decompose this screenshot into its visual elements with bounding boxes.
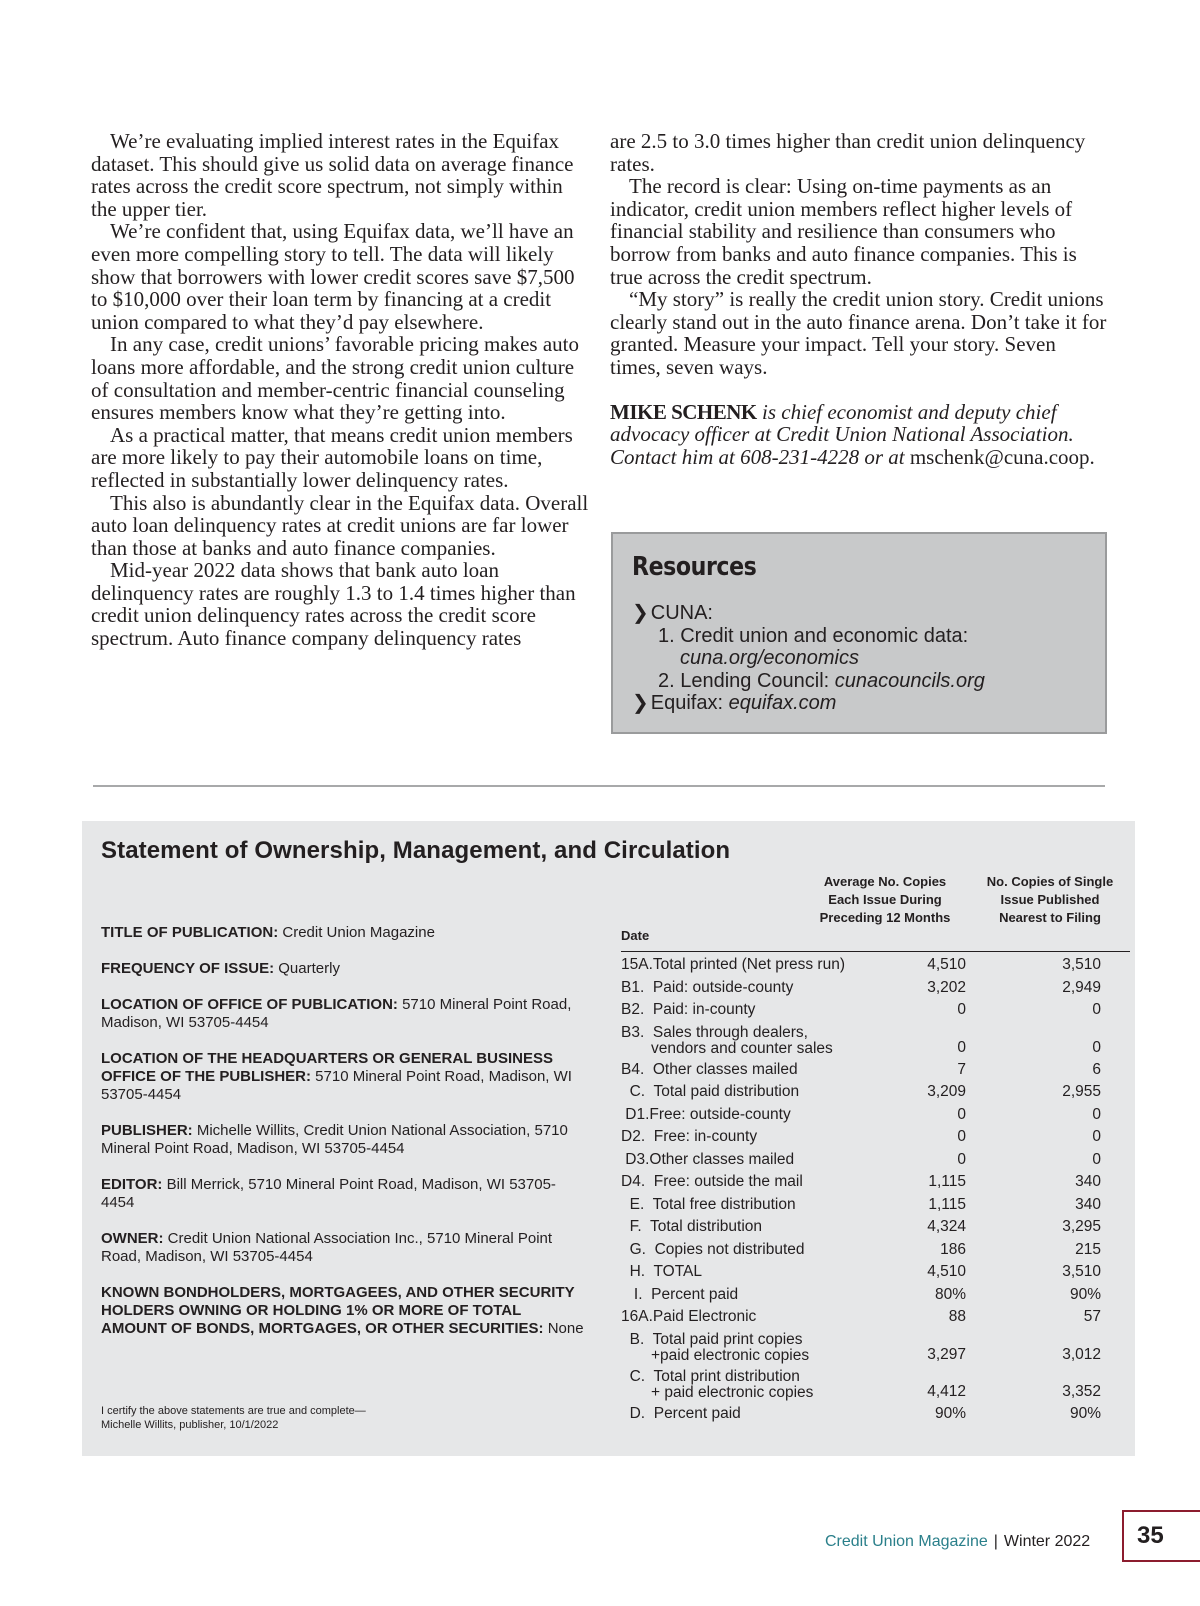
article-paragraph: We’re confident that, using Equifax data, we’ll have an even more compelling story to tell. The data will likely show that borrowers with lower credit scores save $7,500 to $10,000 over their loan term by financing at a credit union compared to what they’d pay elsewhere.: [91, 219, 575, 334]
row-label-line: E. Total free distribution: [621, 1195, 796, 1213]
row-label-line: D. Percent paid: [621, 1404, 741, 1422]
article-paragraph: In any case, credit unions’ favorable pricing makes auto loans more affordable, and the strong credit union culture of consultation and member-centric financial counseling ensures members know what they’re getting into.: [91, 332, 580, 425]
row-value-single-issue: 0: [1092, 1150, 1101, 1168]
row-label-line: B4. Other classes mailed: [621, 1060, 798, 1078]
row-label-line: C. Total print distribution: [621, 1367, 800, 1385]
row-label-line: H. TOTAL: [621, 1263, 702, 1280]
article-paragraph: We’re evaluating implied interest rates in the Equifax dataset. This should give us solid data on average finance rates across the credit score spectrum, not simply within the upper tier.: [91, 129, 574, 221]
row-value-single-issue: 340: [1075, 1195, 1101, 1213]
row-label: [621, 954, 845, 974]
row-value-average: 0: [957, 1105, 966, 1123]
table-row: [621, 954, 1136, 977]
table-row: [621, 1171, 1136, 1194]
header-line: No. Copies of Single: [986, 874, 1114, 889]
resource-item-1-label: 1. Credit union and economic data:: [658, 624, 969, 647]
article-paragraph: As a practical matter, that means credit union members are more likely to pay their automobile loans on time, reflected in substantially lower delinquency rates.: [91, 422, 573, 492]
field-label: LOCATION OF THE HEADQUARTERS OR GENERAL BUSINESS OFFICE OF THE PUBLISHER:: [101, 1050, 553, 1085]
row-label: [621, 1284, 738, 1304]
row-label: [621, 977, 793, 997]
row-value-average: 4,510: [927, 956, 966, 973]
row-value-single-issue: 0: [1092, 1001, 1101, 1018]
table-row: [621, 1403, 1136, 1426]
row-label-line: + paid electronic copies: [651, 1384, 814, 1401]
article-column-right: [610, 130, 1110, 468]
author-name: MIKE SCHENK: [610, 399, 757, 424]
field-label: OWNER:: [101, 1230, 164, 1247]
table-row: [621, 999, 1136, 1022]
table-row: [621, 1104, 1136, 1127]
resource-cuna: [632, 602, 1105, 625]
row-label: [621, 1171, 803, 1191]
row-label: [621, 999, 755, 1019]
row-label-line: B2. Paid: in-county: [621, 1001, 756, 1018]
table-row: [621, 1022, 1136, 1059]
row-value-average: 0: [957, 1039, 966, 1056]
resource-item-2-label: 2. Lending Council:: [658, 669, 830, 692]
resource-link-equifax[interactable]: equifax.com: [728, 692, 837, 714]
field-value: 5710 Mineral Point Road, Madison, WI 53705-4454: [101, 996, 572, 1031]
table-row: [621, 1366, 1136, 1403]
row-label: [621, 1059, 798, 1079]
header-line: Nearest to Filing: [999, 910, 1101, 925]
field-value: Credit Union Magazine: [282, 924, 435, 941]
row-label: [621, 1126, 757, 1146]
resource-link-councils[interactable]: cunacouncils.org: [834, 669, 985, 692]
date-label: Date: [621, 928, 650, 943]
row-label-line: B3. Sales through dealers,: [621, 1023, 808, 1041]
resource-item-1-link[interactable]: [632, 647, 1105, 670]
footer-issue: Winter 2022: [1003, 1533, 1091, 1550]
table-row: [621, 1306, 1136, 1329]
chevron-right-icon: ❯: [632, 602, 649, 624]
certify-line: Michelle Willits, publisher, 10/1/2022: [101, 1419, 279, 1431]
table-row: [621, 1059, 1136, 1082]
certify-line: I certify the above statements are true and complete—: [101, 1405, 366, 1417]
header-line: Average No. Copies: [823, 874, 947, 889]
row-value-single-issue: 0: [1092, 1105, 1101, 1123]
statement-title: Statement of Ownership, Management, and Circulation: [101, 837, 731, 864]
resource-cuna-label: CUNA:: [650, 602, 713, 624]
row-label: [621, 1081, 799, 1101]
field-value: None: [547, 1320, 584, 1337]
circulation-rows: [621, 954, 1136, 1425]
row-value-average: 0: [957, 1128, 966, 1145]
field-value: Quarterly: [278, 960, 340, 977]
row-value-single-issue: 3,012: [1062, 1346, 1101, 1363]
row-label-line: F. Total distribution: [621, 1218, 763, 1235]
field-label: EDITOR:: [101, 1176, 163, 1193]
row-value-single-issue: 3,295: [1062, 1218, 1101, 1235]
row-value-average: 1,115: [928, 1173, 966, 1190]
field-label: PUBLISHER:: [101, 1122, 193, 1139]
field-label: FREQUENCY OF ISSUE:: [101, 960, 275, 977]
author-bio-text: is chief economist and deputy chief advocacy officer at Credit Union National Association. Contact him at 608-231-4228 or at: [610, 399, 1074, 469]
table-row: [621, 1284, 1136, 1307]
row-label: [621, 1216, 762, 1236]
row-value-single-issue: 2,955: [1062, 1083, 1101, 1100]
header-line: Each Issue During: [828, 892, 942, 907]
row-value-single-issue: 340: [1075, 1173, 1101, 1190]
field-label: KNOWN BONDHOLDERS, MORTGAGEES, AND OTHER SECURITY HOLDERS OWNING OR HOLDING 1% OR MORE OF TOTAL AMOUNT OF BONDS, MORTGAGES, OR OTHER SECURITIES:: [101, 1284, 575, 1337]
row-value-average: 4,324: [927, 1218, 966, 1235]
article-column-left: [91, 130, 591, 650]
table-row: [621, 1239, 1136, 1262]
field-value: 5710 Mineral Point Road, Madison, WI 53705-4454: [101, 1068, 572, 1103]
article-paragraph: This also is abundantly clear in the Equifax data. Overall auto loan delinquency rates at credit unions are far lower than those at banks and auto finance companies.: [91, 490, 589, 560]
row-value-average: 0: [957, 1150, 966, 1168]
row-value-average: 80%: [934, 1285, 966, 1303]
resource-equifax-label: Equifax:: [650, 692, 724, 714]
page-footer: [825, 1533, 1090, 1551]
article-paragraph-continued: are 2.5 to 3.0 times higher than credit union delinquency rates.: [610, 129, 1086, 176]
row-value-single-issue: 3,352: [1062, 1383, 1101, 1400]
row-value-single-issue: 0: [1092, 1039, 1101, 1056]
row-label: [621, 1306, 756, 1326]
article-paragraph: The record is clear: Using on-time payments as an indicator, credit union members reflect higher levels of financial stability and resilience than consumers who borrow from banks and auto finance companies. This is true across the credit spectrum.: [610, 174, 1077, 289]
row-label-line: 16A.Paid Electronic: [621, 1308, 757, 1325]
row-value-single-issue: 90%: [1069, 1404, 1101, 1422]
author-bio: [610, 401, 1110, 469]
footer-separator: |: [993, 1533, 998, 1550]
row-value-average: 3,209: [927, 1083, 966, 1100]
header-line: Preceding 12 Months: [819, 910, 951, 925]
row-value-average: 7: [957, 1060, 966, 1078]
row-value-average: 88: [948, 1308, 966, 1325]
table-row: [621, 1194, 1136, 1217]
table-row: [621, 1261, 1136, 1284]
row-label: [621, 1261, 702, 1281]
row-value-average: 90%: [934, 1404, 966, 1422]
row-value-average: 3,202: [927, 978, 966, 996]
row-value-single-issue: 2,949: [1062, 978, 1101, 996]
row-label: [621, 1149, 794, 1169]
chevron-right-icon: ❯: [632, 692, 649, 714]
row-value-single-issue: 0: [1092, 1128, 1101, 1145]
row-value-average: 3,297: [927, 1346, 966, 1363]
row-label-line: D3.Other classes mailed: [621, 1150, 795, 1168]
resources-box: [611, 532, 1107, 734]
field-label: TITLE OF PUBLICATION:: [101, 924, 279, 941]
row-label-line: I. Percent paid: [621, 1285, 739, 1303]
header-line: Issue Published: [1000, 892, 1100, 907]
footer-magazine: Credit Union Magazine: [825, 1533, 988, 1550]
field-value: Bill Merrick, 5710 Mineral Point Road, Madison, WI 53705-4454: [101, 1176, 556, 1211]
resource-link-economics[interactable]: cuna.org/economics: [680, 647, 859, 669]
circulation-table: [82, 821, 1135, 1456]
table-row: [621, 1216, 1136, 1239]
row-label-line: +paid electronic copies: [651, 1347, 810, 1364]
row-label-line: B1. Paid: outside-county: [621, 978, 794, 996]
row-value-average: 4,510: [927, 1263, 966, 1280]
table-row: [621, 1126, 1136, 1149]
row-value-average: 1,115: [928, 1195, 966, 1213]
resource-item-1: [632, 625, 1105, 648]
field-value: Credit Union National Association Inc., 5710 Mineral Point Road, Madison, WI 53705-4454: [101, 1230, 553, 1265]
table-row: [621, 1329, 1136, 1366]
author-email[interactable]: mschenk@cuna.coop.: [909, 444, 1095, 469]
row-label-line: D2. Free: in-county: [621, 1128, 758, 1145]
row-value-single-issue: 90%: [1069, 1285, 1101, 1303]
row-label-line: C. Total paid distribution: [621, 1083, 800, 1100]
field-label: LOCATION OF OFFICE OF PUBLICATION:: [101, 996, 398, 1013]
article-paragraph: Mid-year 2022 data shows that bank auto loan delinquency rates are roughly 1.3 to 1.4 times higher than credit union delinquency rates across the credit score spectrum. Auto finance company delinquency rates: [91, 558, 576, 651]
row-label: [621, 1022, 833, 1058]
section-divider: [93, 785, 1105, 787]
row-value-single-issue: 6: [1092, 1060, 1101, 1078]
row-label-line: D1.Free: outside-county: [621, 1105, 791, 1123]
table-row: [621, 1149, 1136, 1172]
row-label-line: 15A.Total printed (Net press run): [621, 956, 845, 973]
page-number: 35: [1122, 1510, 1200, 1562]
row-value-single-issue: 3,510: [1062, 1263, 1101, 1280]
row-label-line: B. Total paid print copies: [621, 1330, 803, 1348]
row-label: [621, 1194, 796, 1214]
field-value: Michelle Willits, Credit Union National Association, 5710 Mineral Point Road, Madison, WI 53705-4454: [101, 1122, 568, 1157]
row-value-average: 186: [940, 1240, 966, 1258]
row-value-single-issue: 3,510: [1062, 956, 1101, 973]
row-value-average: 0: [957, 1001, 966, 1018]
row-label-line: vendors and counter sales: [651, 1040, 833, 1057]
row-label: [621, 1329, 809, 1365]
row-label: [621, 1366, 813, 1402]
table-row: [621, 1081, 1136, 1104]
row-value-average: 4,412: [927, 1383, 966, 1400]
table-header-rule: [621, 951, 1130, 952]
resources-title: Resources: [632, 552, 757, 582]
row-label-line: G. Copies not distributed: [621, 1240, 805, 1258]
row-label: [621, 1104, 791, 1124]
table-row: [621, 977, 1136, 1000]
row-label-line: D4. Free: outside the mail: [621, 1173, 803, 1190]
resource-item-2: [632, 670, 1105, 693]
row-value-single-issue: 215: [1075, 1240, 1101, 1258]
row-label: [621, 1403, 741, 1423]
resource-equifax: [632, 692, 1105, 715]
row-label: [621, 1239, 805, 1259]
article-paragraph: “My story” is really the credit union story. Credit unions clearly stand out in the auto finance arena. Don’t take it for granted. Measure your impact. Tell your story. Seven times, seven ways.: [610, 287, 1107, 379]
row-value-single-issue: 57: [1083, 1308, 1101, 1325]
